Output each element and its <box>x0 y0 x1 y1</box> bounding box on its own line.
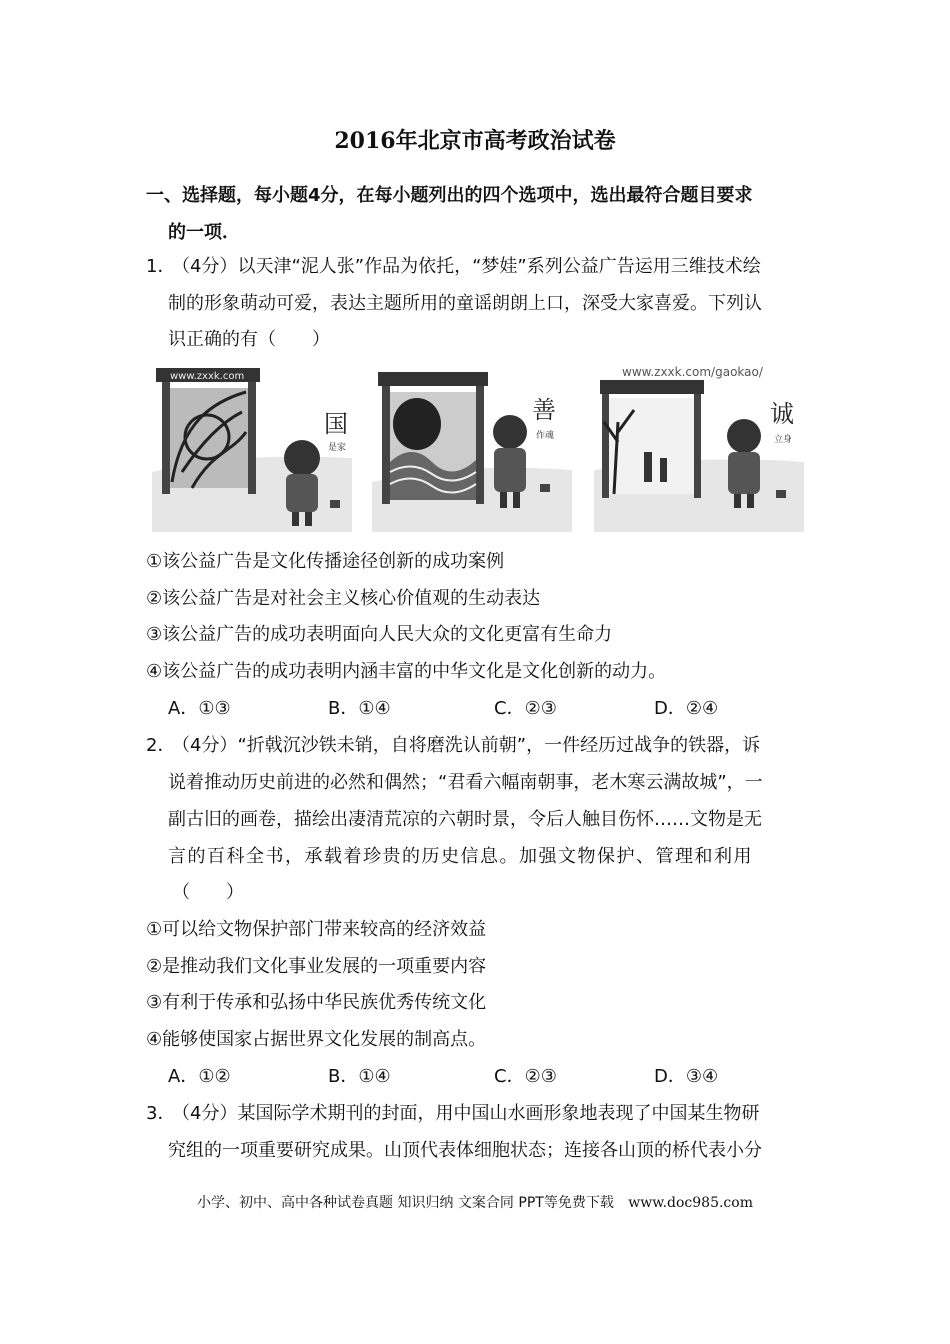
q2-option-4: ④能够使国家占据世界文化发展的制高点。 <box>146 1029 487 1050</box>
q2-choice-d: D．③④ <box>654 1066 719 1087</box>
q2-choice-a: A．①② <box>168 1066 231 1087</box>
watermark-left: www.zxxk.com <box>170 371 245 382</box>
q1-option-1: ①该公益广告是文化传播途径创新的成功案例 <box>146 551 505 572</box>
figure-subchar-2: 作魂 <box>536 431 555 441</box>
q2-option-3: ③有利于传承和弘扬中华民族优秀传统文化 <box>146 992 487 1013</box>
q1-choice-c: C．②③ <box>494 698 557 719</box>
figure-char-2: 善 <box>532 396 556 424</box>
q2-choice-c: C．②③ <box>494 1066 557 1087</box>
q3-stem-line2: 究组的一项重要研究成果。山顶代表体细胞状态；连接各山顶的桥代表小分 <box>168 1140 762 1161</box>
q2-number: 2． <box>146 735 176 756</box>
figure-panel-2 <box>372 362 572 532</box>
q2-stem-line3: 副古旧的画卷，描绘出凄清荒凉的六朝时景，令后人触目伤怀……文物是无 <box>168 809 762 830</box>
q2-option-2: ②是推动我们文化事业发展的一项重要内容 <box>146 956 487 977</box>
q1-stem-line3: 识正确的有（ ） <box>168 329 330 350</box>
q1-stem-line1: （4分）以天津“泥人张”作品为依托，“梦娃”系列公益广告运用三维技术绘 <box>172 256 761 277</box>
q3-stem-line1: （4分）某国际学术期刊的封面，用中国山水画形象地表现了中国某生物研 <box>172 1103 760 1124</box>
figure-subchar-3: 立身 <box>774 435 793 445</box>
q2-stem-line4: 言的百科全书，承载着珍贵的历史信息。加强文物保护、管理和利用 <box>168 846 753 867</box>
q1-stem-line2: 制的形象萌动可爱，表达主题所用的童谣朗朗上口，深受大家喜爱。下列认 <box>168 293 762 314</box>
figure-panel-3 <box>594 362 804 532</box>
page-title: 2016年北京市高考政治试卷 <box>334 128 616 154</box>
figure-char-3: 诚 <box>770 400 794 428</box>
q2-option-1: ①可以给文物保护部门带来较高的经济效益 <box>146 919 487 940</box>
q1-option-4: ④该公益广告的成功表明内涵丰富的中华文化是文化创新的动力。 <box>146 661 667 682</box>
section-heading-line2: 的一项． <box>168 222 240 243</box>
q1-option-2: ②该公益广告是对社会主义核心价值观的生动表达 <box>146 588 541 609</box>
section-heading-line1: 一、选择题，每小题4分，在每小题列出的四个选项中，选出最符合题目要求 <box>146 185 753 206</box>
figure-panel-1 <box>152 362 352 532</box>
q1-choice-d: D．②④ <box>654 698 719 719</box>
q2-stem-line1: （4分）“折戟沉沙铁未销，自将磨洗认前朝”，一件经历过战争的铁器，诉 <box>172 735 761 756</box>
section-heading <box>146 177 816 251</box>
footer-link[interactable]: www.doc985.com <box>628 1195 753 1211</box>
q1-option-3: ③该公益广告的成功表明面向人民大众的文化更富有生命力 <box>146 624 613 645</box>
q1-choice-b: B．①④ <box>328 698 391 719</box>
figure-subchar-1: 是家 <box>328 443 347 453</box>
footer-text: 小学、初中、高中各种试卷真题 知识归纳 文案合同 PPT等免费下载 <box>197 1195 614 1211</box>
q3-number: 3． <box>146 1103 176 1124</box>
q2-stem-line5: （ ） <box>172 882 244 903</box>
q2-stem-line2: 说着推动历史前进的必然和偶然；“君看六幅南朝事，老木寒云满故城”，一 <box>168 772 763 793</box>
watermark-right: www.zxxk.com/gaokao/ <box>622 365 763 379</box>
q1-figure <box>146 362 806 534</box>
q1-choice-a: A．①③ <box>168 698 231 719</box>
q1-number: 1． <box>146 256 176 277</box>
q2-choice-b: B．①④ <box>328 1066 391 1087</box>
figure-char-1: 国 <box>324 410 348 438</box>
page-footer <box>0 1192 950 1212</box>
